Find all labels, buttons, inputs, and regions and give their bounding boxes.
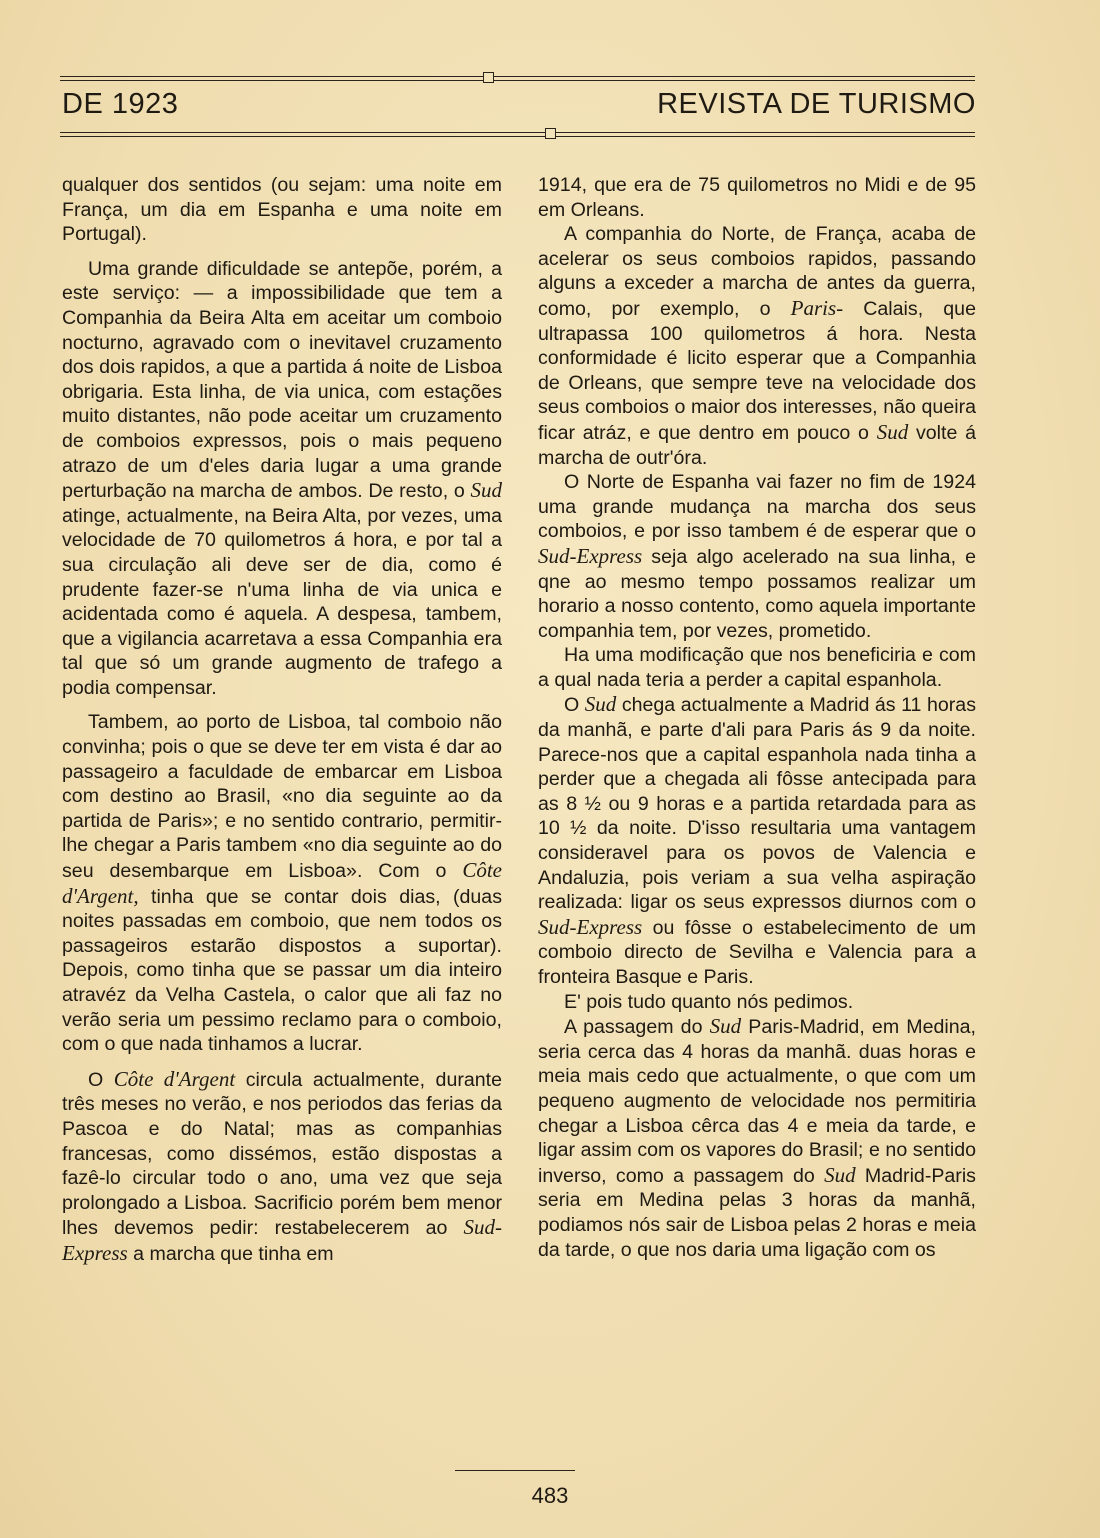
paragraph: O Sud chega actualmente a Madrid ás 11 horas da manhã, e parte d'ali para Paris ás 9 da noite. Parece-nos que a capital espanhola nada tinha a perder que a chegada ali fôsse antecipada para as 8 ½ ou 9 horas e a partida retardada para as 10 ½ da noite. D'isso resultaria uma vantagem consideravel para os povos de Valencia e Andaluzia, pois veriam a sua velha aspiração realizada: ligar os seus expressos diurnos com o Sud-Express ou fôsse o estabelecimento de um comboio directo de Sevilha e Valencia para a fronteira Basque e Paris. (538, 692, 976, 988)
footer-rule (455, 1470, 575, 1471)
header-bottom-rule (60, 132, 975, 137)
header-title: REVISTA DE TURISMO (657, 88, 976, 120)
paragraph: O Norte de Espanha vai fazer no fim de 1924 uma grande mudança na marcha dos seus comboios, e por isso tambem é de esperar que o Sud-Express seja algo acelerado na sua linha, e qne ao mesmo tempo possamos realizar um horario a nosso contento, como aquela importante companhia tem, por vezes, prometido. (538, 471, 976, 642)
header-date: DE 1923 (62, 88, 179, 120)
paragraph: A passagem do Sud Paris-Madrid, em Medina, seria cerca das 4 horas da manhã. duas horas e meia mais cedo que actualmente, o que com um pequeno augmento de velocidade nos permitiria chegar a Lisboa cêrca das 4 e meia da tarde, e ligar assim com os vapores do Brasil; e no sentido inverso, como a passagem do Sud Madrid-Paris seria em Medina pelas 3 horas da manhã, podiamos nós sair de Lisboa pelas 2 horas e meia da tarde, o que nos daria uma ligação com os (538, 1014, 976, 1261)
paragraph: E' pois tudo quanto nós pedimos. (564, 990, 854, 1013)
paragraph: A companhia do Norte, de França, acaba de acelerar os seus comboios rapidos, passando alguns a exceder a marcha de antes da guerra, como, por exemplo, o Paris- Calais, que ultrapassa 100 quilometros á hora. Nesta conformidade é licito esperar que a Companhia de Orleans, que sempre teve na velocidade dos seus comboios o maior dos interesses, não queira ficar atráz, e que dentro em pouco o Sud volte á marcha de outr'óra. (538, 223, 976, 469)
paragraph: Tambem, ao porto de Lisboa, tal comboio não convinha; pois o que se deve ter em vista é dar ao passageiro a faculdade de embarcar em Lisboa com destino ao Brasil, «no dia seguinte ao da partida de Paris»; e no sentido contrario, permitir-lhe chegar a Paris tambem «no dia seguinte ao do seu desembarque em Lisboa». Com o Côte d'Argent, tinha que se contar dois dias, (duas noites passadas em comboio, que nem todos os passageiros estarão dispostos a suportar). Depois, como tinha que se passar um dia inteiro atravéz da Velha Castela, o calor que ali faz no verão seria um pessimo reclamo para o comboio, com o que nada tinhamos a lucrar. (62, 711, 502, 1056)
left-column (62, 173, 502, 1267)
paragraph: qualquer dos sentidos (ou sejam: uma noite em França, um dia em Espanha e uma noite em Portugal). (62, 174, 502, 246)
paragraph: Uma grande dificuldade se antepõe, porém, a este serviço: — a impossibilidade que tem a Companhia da Beira Alta em aceitar um comboio nocturno, agravado com o inevitavel cruzamento dos dois rapidos, a que a partida á noite de Lisboa obrigaria. Esta linha, de via unica, com estações muito distantes, não pode aceitar um cruzamento de comboios expressos, pois o mais pequeno atrazo de um d'eles daria lugar a uma grande perturbação na marcha de ambos. De resto, o Sud atinge, actualmente, na Beira Alta, por vezes, uma velocidade de 70 quilometros á hora, e por tal a sua circulação ali deve ser de dia, como é prudente fazer-se n'uma linha de via unica e acidentada como é aquela. A despesa, tambem, que a vigilancia acarretava a essa Companhia era tal que só um grande augmento de trafego a podia compensar. (62, 257, 502, 699)
paragraph: O Côte d'Argent circula actualmente, durante três meses no verão, e nos periodos das ferias da Pascoa e do Natal; mas as companhias francesas, como dissémos, estão dispostas a fazê-lo circular todo o ano, uma vez que seja prolongado a Lisboa. Sacrificio porém bem menor lhes devemos pedir: restabelecerem ao Sud-Express a marcha que tinha em (62, 1066, 503, 1265)
page-number: 483 (531, 1483, 569, 1508)
header-top-rule (60, 76, 975, 81)
header-bottom-ornament (545, 128, 556, 139)
paragraph: Ha uma modificação que nos beneficiria e com a qual nada teria a perder a capital espanhola. (538, 644, 976, 691)
header-top-ornament (483, 72, 494, 83)
right-column (538, 173, 976, 1262)
paragraph: 1914, que era de 75 quilometros no Midi e de 95 em Orleans. (538, 174, 976, 221)
